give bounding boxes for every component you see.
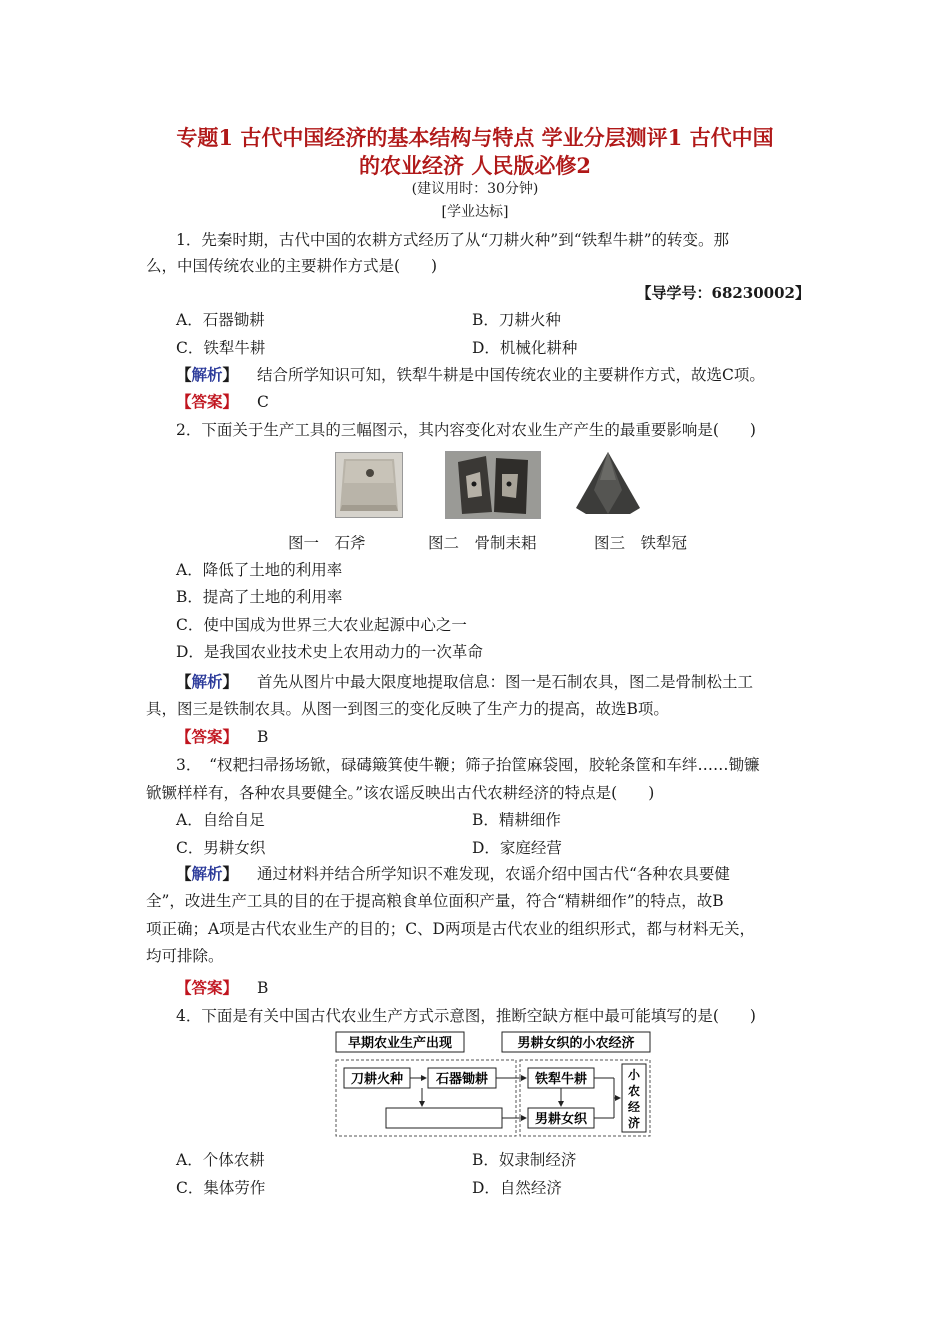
figure-caption-3: 图三 铁犁冠 [594,534,688,552]
q4-option-b: B．奴隶制经济 [472,1151,577,1169]
q3-answer-value: B [256,979,269,997]
q3-analysis-line3: 项正确；A项是古代农业生产的目的；C、D两项是古代农业的组织形式，都与材料无关， [146,920,755,938]
q2-analysis: 【解析】 首先从图片中最大限度地提取信息：图一是石制农具，图二是骨制松土工 [176,672,753,691]
answer-tag: 答案 [191,727,223,746]
q2-option-a: A．降低了土地的利用率 [176,561,343,579]
q1-option-a: A．石器锄耕 [176,311,265,329]
q1-answer: 【答案】 C [176,392,269,411]
q1-option-d: D．机械化耕种 [472,339,578,357]
right-header-label: 男耕女织的小农经济 [517,1036,635,1051]
box-slash-burn-label: 刀耕火种 [350,1072,404,1087]
q2-analysis-line2: 具，图三是铁制农具。从图一到图三的变化反映了生产力的提高，故选B项。 [146,700,669,718]
q3-analysis-line2: 全”，改进生产工具的目的在于提高粮食单位面积产量，符合“精耕细作”的特点，故B [146,892,724,910]
small-peasant-char-2: 农 [627,1084,641,1098]
q2-option-b: B．提高了土地的利用率 [176,588,343,606]
q4-option-c: C．集体劳作 [176,1179,266,1197]
stone-axe-image [335,452,403,518]
answer-tag: 答案 [191,978,223,997]
left-header-label: 早期农业生产出现 [347,1036,453,1051]
q3-stem-line1: 3． “杈耙扫帚扬场锨，碌碡簸箕使牛鞭；筛子抬筐麻袋囤，胶轮条筐和车绊……锄镰 [176,756,760,774]
analysis-tag: 解析 [191,365,223,384]
box-stone-hoe-label: 石器锄耕 [435,1072,489,1087]
small-peasant-char-1: 小 [627,1068,641,1082]
small-peasant-char-3: 经 [627,1100,641,1114]
suggested-time: (建议用时：30分钟) [411,181,539,197]
q3-analysis-line4: 均可排除。 [146,947,224,965]
q1-analysis: 【解析】 结合所学知识可知，铁犁牛耕是中国传统农业的主要耕作方式，故选C项。 [176,365,765,384]
q3-analysis-line1: 通过材料并结合所学知识不难发现，农谣介绍中国古代“各种农具要健 [256,865,730,883]
q4-stem: 4．下面是有关中国古代农业生产方式示意图，推断空缺方框中最可能填写的是( ) [176,1007,756,1025]
q1-stem-line1: 1．先秦时期，古代中国的农耕方式经历了从“刀耕火种”到“铁犁牛耕”的转变。那 [176,231,730,249]
q4-option-a: A．个体农耕 [176,1151,265,1169]
q2-option-d: D．是我国农业技术史上农用动力的一次革命 [176,643,483,661]
q2-analysis-line1: 首先从图片中最大限度地提取信息：图一是石制农具，图二是骨制松土工 [256,673,753,691]
blank-box [386,1108,502,1128]
guide-number: 【导学号：68230002】 [636,284,810,302]
q4-option-d: D．自然经济 [472,1179,562,1197]
q2-stem: 2．下面关于生产工具的三幅图示，其内容变化对农业生产产生的最重要影响是( ) [176,421,756,439]
q3-option-d: D．家庭经营 [472,839,562,857]
figure-caption-2: 图二 骨制耒耜 [428,534,537,552]
q2-answer-value: B [256,728,269,746]
q1-option-b: B．刀耕火种 [472,311,561,329]
analysis-tag: 解析 [191,864,223,883]
page-title-line2: 的农业经济 人民版必修2 [359,153,591,178]
q3-answer: 【答案】 B [176,978,269,997]
page-title-line1: 专题1 古代中国经济的基本结构与特点 学业分层测评1 古代中国 [176,125,774,150]
q3-option-c: C．男耕女织 [176,839,266,857]
section-heading: [学业达标] [441,204,509,220]
q1-stem-line2: 么，中国传统农业的主要耕作方式是( ) [146,257,438,275]
q1-analysis-text: 结合所学知识可知，铁犁牛耕是中国传统农业的主要耕作方式，故选C项。 [256,366,765,384]
bone-plough-image [445,451,541,519]
q2-option-c: C．使中国成为世界三大农业起源中心之一 [176,616,467,634]
q3-option-a: A．自给自足 [176,811,265,829]
q2-answer: 【答案】 B [176,727,269,746]
production-mode-diagram [330,1030,660,1140]
q3-option-b: B．精耕细作 [472,811,561,829]
analysis-tag: 解析 [191,672,223,691]
box-men-farm-women-weave-label: 男耕女织 [534,1112,588,1127]
iron-plough-crown-image [572,450,644,518]
answer-tag: 答案 [191,392,223,411]
small-peasant-char-4: 济 [627,1116,641,1130]
q1-option-c: C．铁犁牛耕 [176,339,266,357]
figure-caption-1: 图一 石斧 [288,534,366,552]
q3-analysis: 【解析】 通过材料并结合所学知识不难发现，农谣介绍中国古代“各种农具要健 [176,864,730,883]
q3-stem-line2: 锨镢样样有，各种农具要健全。”该农谣反映出古代农耕经济的特点是( ) [146,784,655,802]
q1-answer-value: C [256,393,269,411]
box-iron-plough-label: 铁犁牛耕 [534,1072,588,1087]
